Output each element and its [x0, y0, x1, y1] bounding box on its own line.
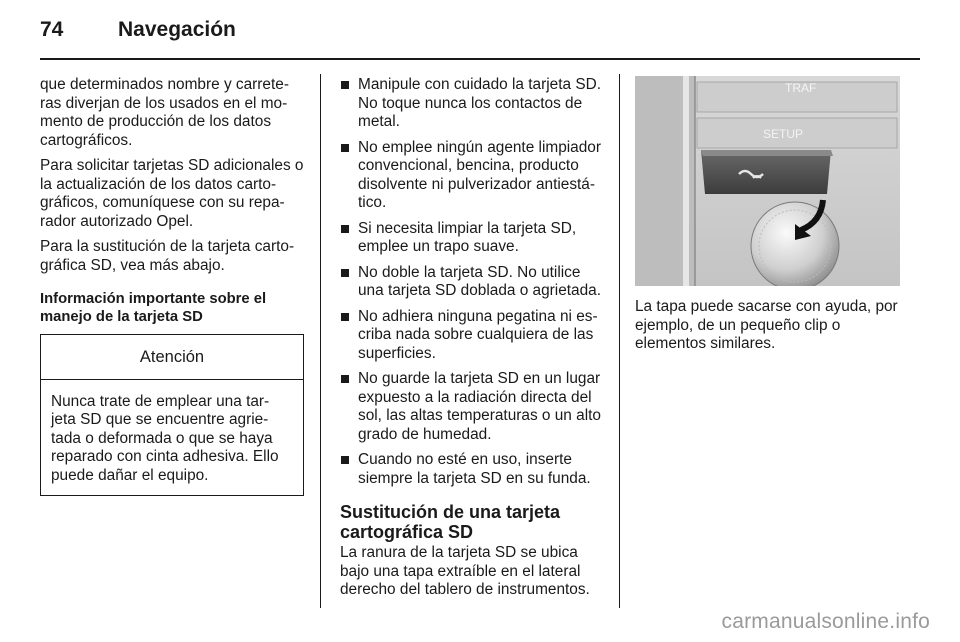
- notice-title: Atención: [41, 335, 303, 380]
- sd-slot-cover-illustration: [635, 76, 900, 286]
- square-bullet-icon: [341, 225, 349, 233]
- list-item-text: No guarde la tarjeta SD en un lugar expuesto a la radiación directa del sol, las altas temperaturas o un alto grado de humedad.: [358, 370, 601, 443]
- sd-cover-flap: [701, 150, 831, 194]
- watermark: carmanualsonline.info: [721, 610, 930, 633]
- column-1: [40, 76, 304, 496]
- section-heading: Sustitución de una tarjeta cartográfica SD: [340, 502, 561, 542]
- list-item: [340, 220, 605, 257]
- paragraph: Para solicitar tarjetas SD adicionales o la actualización de los datos carto-gráficos, comuníquese con su repa-rador autorizado Opel.: [40, 157, 304, 230]
- column-divider-2: [619, 74, 620, 608]
- list-item-text: Cuando no esté en uso, inserte siempre la tarjeta SD en su funda.: [358, 451, 591, 487]
- rotary-knob: [751, 202, 839, 286]
- page-header: [40, 18, 920, 50]
- square-bullet-icon: [341, 144, 349, 152]
- list-item: [340, 264, 605, 301]
- notice-box: [40, 334, 304, 496]
- page-title: Navegación: [118, 18, 236, 41]
- list-item-text: No adhiera ninguna pegatina ni es-criba nada sobre cualquiera de las superficies.: [358, 307, 598, 362]
- list-item-text: Si necesita limpiar la tarjeta SD, emplee un trapo suave.: [358, 219, 577, 255]
- column-divider-1: [320, 74, 321, 608]
- square-bullet-icon: [341, 81, 349, 89]
- paragraph: Para la sustitución de la tarjeta carto-gráfica SD, vea más abajo.: [40, 238, 295, 274]
- setup-label: SETUP: [763, 127, 804, 141]
- column-2: [340, 76, 605, 600]
- list-item-text: No emplee ningún agente limpiador convencional, bencina, producto disolvente ni pulverizador antiestá-tico.: [358, 138, 601, 211]
- column-3: [635, 76, 900, 354]
- list-item: [340, 139, 605, 213]
- square-bullet-icon: [341, 375, 349, 383]
- square-bullet-icon: [341, 269, 349, 277]
- paragraph: que determinados nombre y carrete-ras diverjan de los usados en el mo-mento de producción de los datos cartográficos.: [40, 76, 289, 149]
- subheading: Información importante sobre el manejo de la tarjeta SD: [40, 291, 267, 325]
- list-item: [340, 76, 605, 132]
- list-item-text: Manipule con cuidado la tarjeta SD. No toque nunca los contactos de metal.: [358, 76, 601, 130]
- page-number: 74: [40, 18, 64, 41]
- bullet-list: [340, 76, 605, 488]
- traf-label: TRAF: [785, 81, 817, 95]
- figure-caption: La tapa puede sacarse con ayuda, por ejemplo, de un pequeño clip o elementos similares.: [635, 298, 898, 352]
- list-item: [340, 308, 605, 364]
- list-item-text: No doble la tarjeta SD. No utilice una tarjeta SD doblada o agrietada.: [358, 263, 602, 299]
- notice-text: Nunca trate de emplear una tar-jeta SD que se encuentre agrie-tada o deformada o que se haya reparado con cinta adhesiva. Ello puede dañar el equipo.: [51, 392, 279, 484]
- list-item: [340, 451, 605, 488]
- square-bullet-icon: [341, 456, 349, 464]
- square-bullet-icon: [341, 313, 349, 321]
- header-rule: [40, 58, 920, 60]
- list-item: [340, 370, 605, 444]
- section-text: La ranura de la tarjeta SD se ubica bajo una tapa extraíble en el lateral derecho del tablero de instrumentos.: [340, 544, 590, 598]
